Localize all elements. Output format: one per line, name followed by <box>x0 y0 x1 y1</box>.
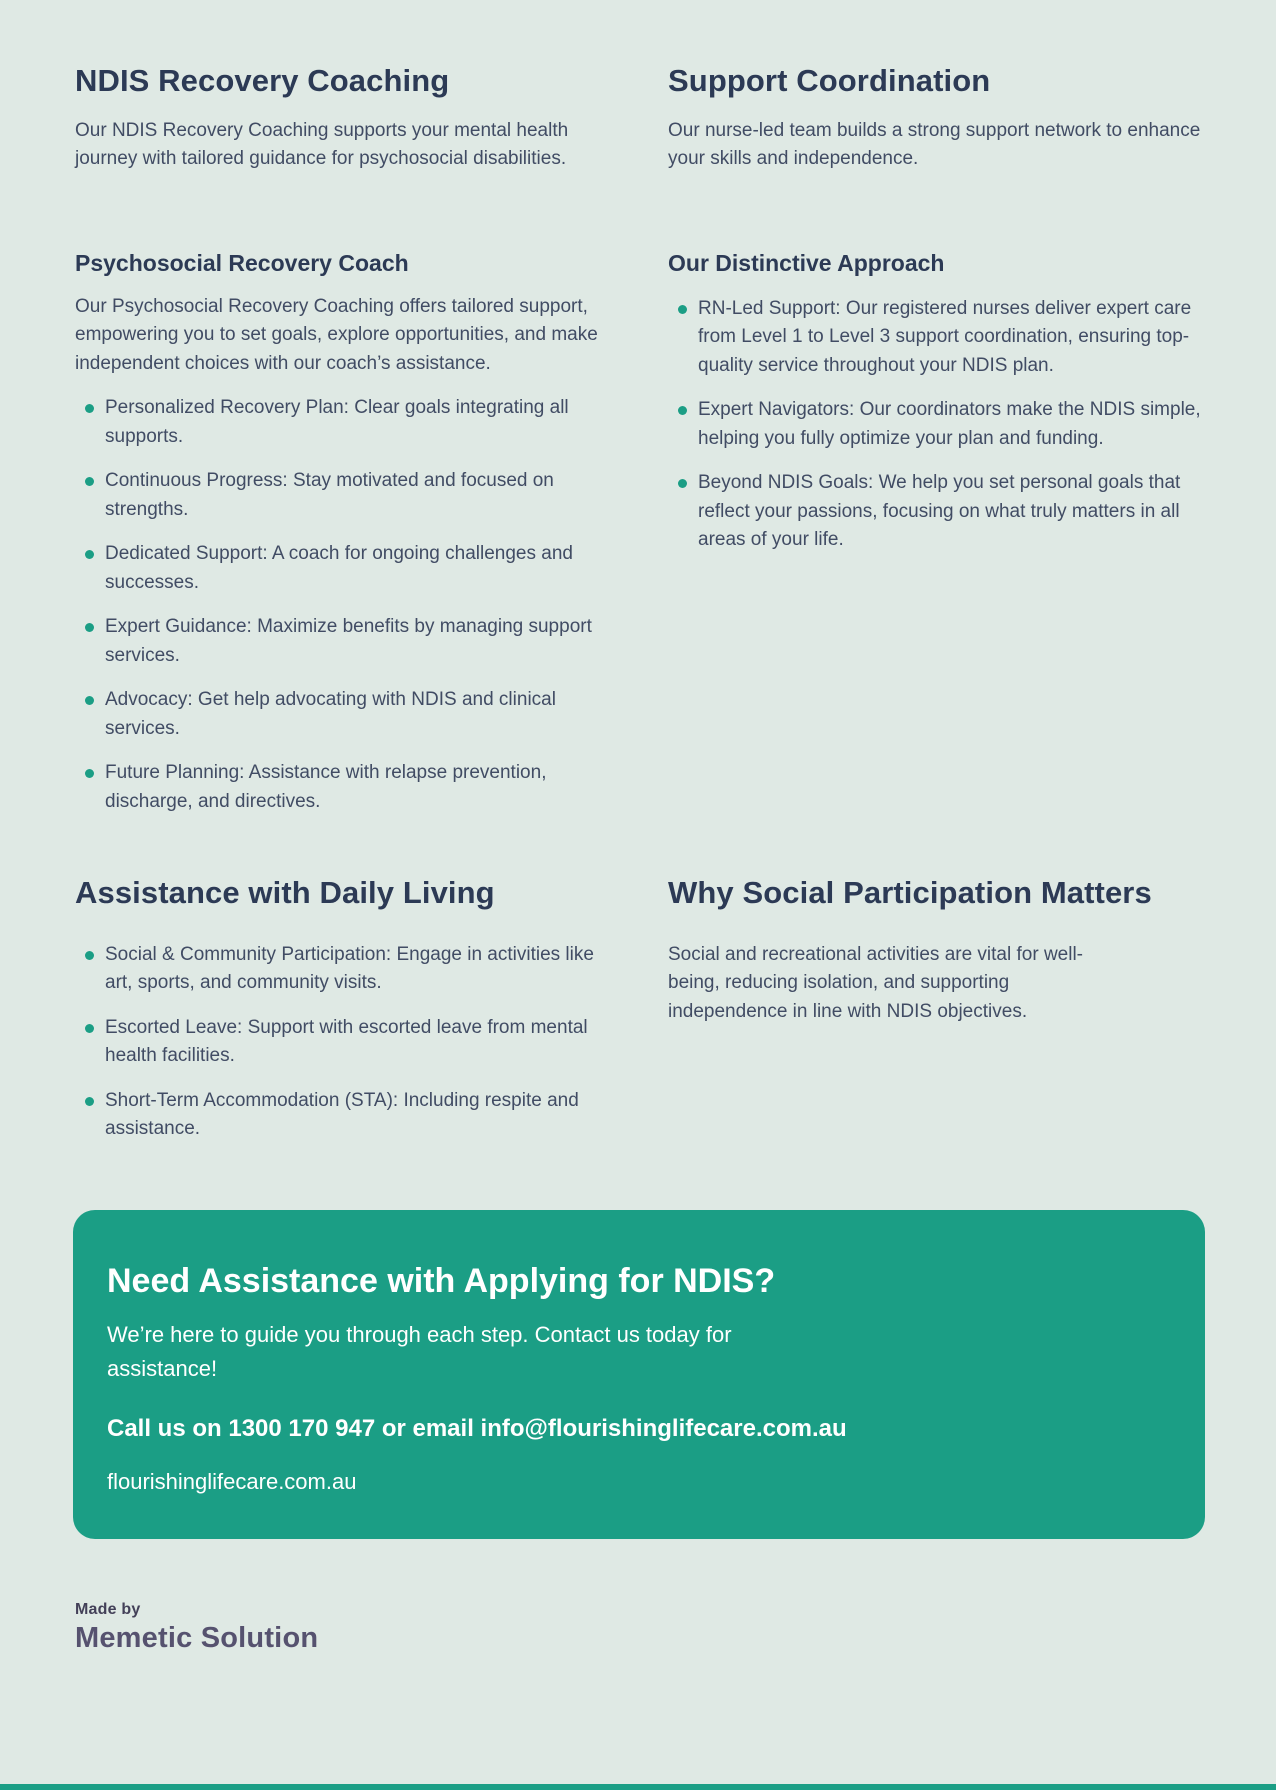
list-item: Personalized Recovery Plan: Clear goals integrating all supports. <box>75 394 608 451</box>
cta-title: Need Assistance with Applying for NDIS? <box>107 1261 776 1300</box>
daily-living-title: Assistance with Daily Living <box>75 875 495 911</box>
list-item: RN-Led Support: Our registered nurses deliver expert care from Level 1 to Level 3 support coordination, ensuring top-quality service throughout your NDIS plan. <box>668 295 1210 381</box>
cta-website-link[interactable]: flourishinglifecare.com.au <box>107 1468 357 1494</box>
section-daily-living <box>75 874 608 1144</box>
list-item: Expert Guidance: Maximize benefits by managing support services. <box>75 613 608 670</box>
psychosocial-coach-subtitle: Psychosocial Recovery Coach <box>75 249 409 276</box>
list-item: Escorted Leave: Support with escorted leave from mental health facilities. <box>75 1014 608 1071</box>
recovery-coaching-intro: Our NDIS Recovery Coaching supports your mental health journey with tailored guidance for psychosocial disabilities. <box>75 119 569 170</box>
cta-subtitle: We’re here to guide you through each step. Contact us today for assistance! <box>107 1322 732 1382</box>
psychosocial-coach-intro: Our Psychosocial Recovery Coaching offers tailored support, empowering you to set goals, explore opportunities, and make independent choices with our coach’s assistance. <box>75 295 598 374</box>
section-support-coordination <box>668 62 1210 555</box>
cta-banner <box>73 1210 1205 1539</box>
list-item: Expert Navigators: Our coordinators make the NDIS simple, helping you fully optimize your plan and funding. <box>668 396 1210 453</box>
list-item: Future Planning: Assistance with relapse prevention, discharge, and directives. <box>75 759 608 816</box>
cta-contact-line[interactable]: Call us on 1300 170 947 or email info@flourishinglifecare.com.au <box>107 1414 847 1442</box>
daily-living-bullet-list <box>75 941 608 1144</box>
recovery-coaching-bullet-list <box>75 394 608 816</box>
list-item: Short-Term Accommodation (STA): Including respite and assistance. <box>75 1087 608 1144</box>
support-coordination-title: Support Coordination <box>668 63 991 98</box>
footer <box>75 1601 1210 1695</box>
list-item: Dedicated Support: A coach for ongoing challenges and successes. <box>75 540 608 597</box>
section-social-participation <box>668 874 1210 1026</box>
recovery-coaching-title: NDIS Recovery Coaching <box>75 63 450 98</box>
list-item: Advocacy: Get help advocating with NDIS and clinical services. <box>75 686 608 743</box>
section-recovery-coaching <box>75 62 608 816</box>
social-participation-title: Why Social Participation Matters <box>668 875 1152 911</box>
made-by-label: Made by <box>75 1600 141 1618</box>
list-item: Beyond NDIS Goals: We help you set personal goals that reflect your passions, focusing on what truly matters in all areas of your life. <box>668 469 1210 555</box>
content-grid <box>75 62 1210 1144</box>
support-coordination-intro: Our nurse-led team builds a strong support network to enhance your skills and independence. <box>668 119 1201 170</box>
list-item: Social & Community Participation: Engage in activities like art, sports, and community visits. <box>75 941 608 998</box>
distinctive-approach-subtitle: Our Distinctive Approach <box>668 249 945 276</box>
bottom-accent-bar <box>0 1784 1276 1790</box>
support-coordination-bullet-list <box>668 295 1210 555</box>
list-item: Continuous Progress: Stay motivated and focused on strengths. <box>75 467 608 524</box>
social-participation-body: Social and recreational activities are vital for well-being, reducing isolation, and supporting independence in line with NDIS objectives. <box>668 943 1084 1022</box>
brand-name: Memetic Solution <box>75 1621 319 1654</box>
